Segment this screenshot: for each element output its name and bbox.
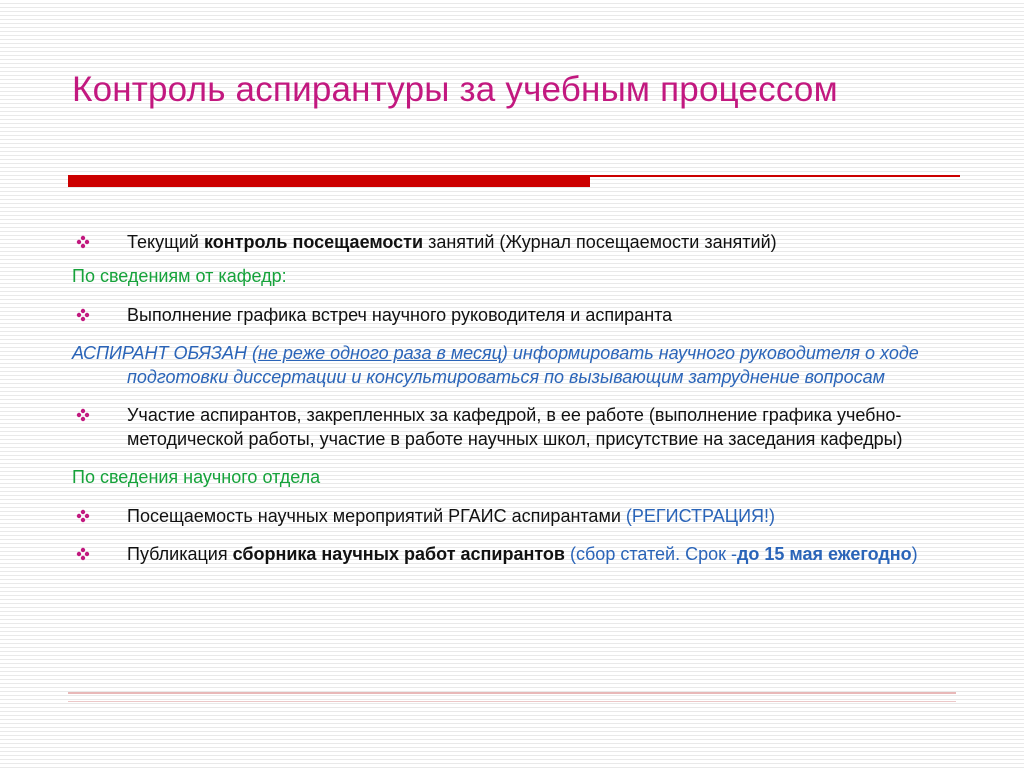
bullet-item-attendance	[72, 230, 952, 254]
item-text-post: занятий (Журнал посещаемости занятий)	[423, 232, 777, 252]
deadline-date: до 15 мая ежегодно	[736, 544, 912, 564]
registration-note: (РЕГИСТРАЦИЯ!)	[625, 506, 776, 526]
item-text: Участие аспирантов, закрепленных за кафедрой, в ее работе (выполнение графика учебно-методической работы, участие в работе научных школ, присутствие на заседания кафедры)	[127, 405, 903, 449]
footer-divider-thin	[68, 701, 956, 702]
item-text-bold: контроль посещаемости	[204, 232, 424, 252]
item-text-bold: сборника научных работ аспирантов	[232, 544, 565, 564]
diamond-flower-icon	[76, 308, 90, 322]
bullet-item-publication	[72, 542, 952, 566]
diamond-flower-icon	[76, 509, 90, 523]
bullet-item-schedule	[72, 303, 952, 327]
footer-divider	[68, 692, 956, 694]
note-departments: По сведениям от кафедр:	[72, 266, 287, 286]
item-text: Выполнение графика встреч научного руководителя и аспиранта	[127, 305, 673, 325]
item-text-pre: Текущий	[127, 232, 204, 252]
note-obligation	[72, 341, 952, 389]
note-text-pre: АСПИРАНТ ОБЯЗАН (	[72, 343, 258, 363]
deadline-note-post: )	[911, 544, 918, 564]
slide-title: Контроль аспирантуры за учебным процессом	[72, 70, 838, 109]
bullet-item-events	[72, 504, 952, 528]
note-text-post: ) информировать научного руководителя о ходе подготовки диссертации и консультироваться по вызывающим затруднение вопросам	[127, 343, 919, 387]
title-underline-bar	[68, 175, 590, 187]
note-science-dept: По сведения научного отдела	[72, 467, 321, 487]
item-text-pre: Посещаемость научных мероприятий РГАИС аспирантами	[127, 506, 626, 526]
diamond-flower-icon	[76, 408, 90, 422]
bullet-item-participation	[72, 403, 952, 451]
note-text-underlined: не реже одного раза в месяц	[257, 343, 502, 363]
slide-content	[72, 230, 952, 566]
diamond-flower-icon	[76, 235, 90, 249]
deadline-note-pre: (сбор статей. Срок -	[565, 544, 737, 564]
title-underline-thin	[590, 175, 960, 177]
item-text-pre: Публикация	[127, 544, 233, 564]
diamond-flower-icon	[76, 547, 90, 561]
